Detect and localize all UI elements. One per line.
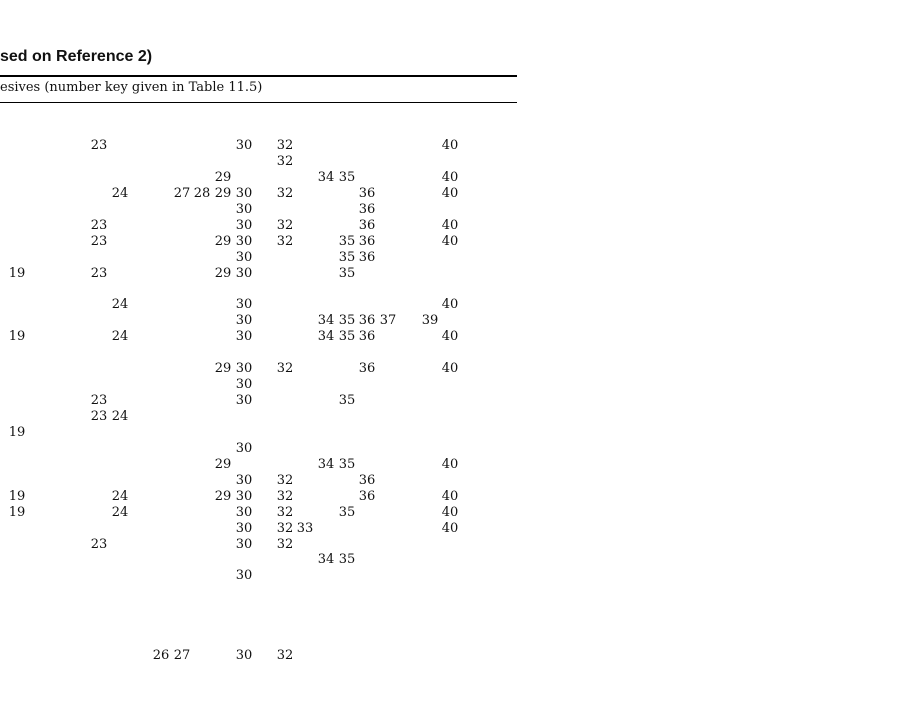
table-cell: 19 [8, 504, 26, 520]
table-cell: 23 [90, 408, 108, 424]
table-cell: 23 [90, 265, 108, 281]
table-cell: 23 [90, 217, 108, 233]
table-cell: 36 [358, 472, 376, 488]
table-cell: 24 [111, 297, 129, 313]
table-cell: 32 [276, 233, 294, 249]
table-cell: 30 [235, 377, 253, 393]
table-cell: 19 [8, 488, 26, 504]
table-cell: 32 [276, 472, 294, 488]
table-cell: 32 [276, 361, 294, 377]
table-cell: 19 [8, 265, 26, 281]
table-cell: 35 [338, 329, 356, 345]
table-cell: 24 [111, 504, 129, 520]
table-cell: 40 [441, 361, 459, 377]
table-cell: 40 [441, 456, 459, 472]
table-cell: 30 [235, 201, 253, 217]
table-cell: 40 [441, 329, 459, 345]
table-cell: 33 [296, 520, 314, 536]
table-cell: 35 [338, 504, 356, 520]
table-cell: 40 [441, 185, 459, 201]
table-cell: 30 [235, 361, 253, 377]
table-cell: 35 [338, 233, 356, 249]
table-cell: 36 [358, 488, 376, 504]
table-cell: 23 [90, 536, 108, 552]
table-cell: 29 [214, 488, 232, 504]
table-cell: 36 [358, 249, 376, 265]
table-cell: 30 [235, 233, 253, 249]
table-cell: 32 [276, 153, 294, 169]
table-cell: 29 [214, 169, 232, 185]
table-cell: 40 [441, 169, 459, 185]
table-cell: 36 [358, 361, 376, 377]
table-cell: 34 [317, 456, 335, 472]
table-cell: 34 [317, 552, 335, 568]
table-cell: 30 [235, 536, 253, 552]
table-cell: 32 [276, 648, 294, 664]
table-cell: 30 [235, 313, 253, 329]
table-cell: 30 [235, 488, 253, 504]
table-cell: 30 [235, 265, 253, 281]
table-cell: 30 [235, 297, 253, 313]
table-cell: 30 [235, 568, 253, 584]
table-cell: 36 [358, 217, 376, 233]
table-cell: 34 [317, 313, 335, 329]
table-cell: 40 [441, 217, 459, 233]
table-cell: 29 [214, 185, 232, 201]
table-cell: 30 [235, 329, 253, 345]
table-cell: 29 [214, 233, 232, 249]
table-cell: 30 [235, 185, 253, 201]
table-cell: 19 [8, 424, 26, 440]
column-header: esives (number key given in Table 11.5) [0, 80, 263, 95]
table-cell: 19 [8, 329, 26, 345]
table-cell: 36 [358, 233, 376, 249]
table-cell: 32 [276, 504, 294, 520]
table-cell: 36 [358, 329, 376, 345]
table-cell: 30 [235, 472, 253, 488]
table-cell: 30 [235, 648, 253, 664]
table-cell: 35 [338, 169, 356, 185]
table-cell: 36 [358, 185, 376, 201]
table-cell: 24 [111, 185, 129, 201]
table-cell: 40 [441, 297, 459, 313]
table-cell: 23 [90, 393, 108, 409]
table-cell: 35 [338, 313, 356, 329]
table-cell: 30 [235, 440, 253, 456]
table-cell: 39 [421, 313, 439, 329]
table-cell: 29 [214, 265, 232, 281]
table-title: sed on Reference 2) [0, 48, 153, 65]
table-cell: 40 [441, 138, 459, 153]
table-cell: 32 [276, 536, 294, 552]
table-cell: 35 [338, 249, 356, 265]
table-cell: 34 [317, 329, 335, 345]
table-cell: 27 [173, 185, 191, 201]
table-cell: 32 [276, 217, 294, 233]
table-cell: 34 [317, 169, 335, 185]
table-cell: 36 [358, 313, 376, 329]
table-cell: 30 [235, 217, 253, 233]
table-cell: 32 [276, 488, 294, 504]
table-cell: 35 [338, 265, 356, 281]
table-cell: 30 [235, 138, 253, 153]
table-cell: 35 [338, 456, 356, 472]
table-cell: 35 [338, 393, 356, 409]
table-cell: 24 [111, 329, 129, 345]
table-cell: 40 [441, 520, 459, 536]
table-cell: 35 [338, 552, 356, 568]
table-cell: 32 [276, 185, 294, 201]
table-cell: 29 [214, 456, 232, 472]
table-cell: 30 [235, 504, 253, 520]
table-cell: 36 [358, 201, 376, 217]
table-cell: 24 [111, 408, 129, 424]
table-cell: 23 [90, 138, 108, 153]
table-cell: 32 [276, 138, 294, 153]
table-cell: 26 [152, 648, 170, 664]
table-cell: 37 [379, 313, 397, 329]
table-cell: 30 [235, 393, 253, 409]
table-cell: 40 [441, 504, 459, 520]
table-cell: 27 [173, 648, 191, 664]
table-cell: 30 [235, 520, 253, 536]
table-cell: 30 [235, 249, 253, 265]
table-cell: 23 [90, 233, 108, 249]
table-cell: 32 [276, 520, 294, 536]
table-cell: 28 [193, 185, 211, 201]
table-cell: 24 [111, 488, 129, 504]
table-cell: 40 [441, 233, 459, 249]
table-cell: 29 [214, 361, 232, 377]
table-cell: 40 [441, 488, 459, 504]
